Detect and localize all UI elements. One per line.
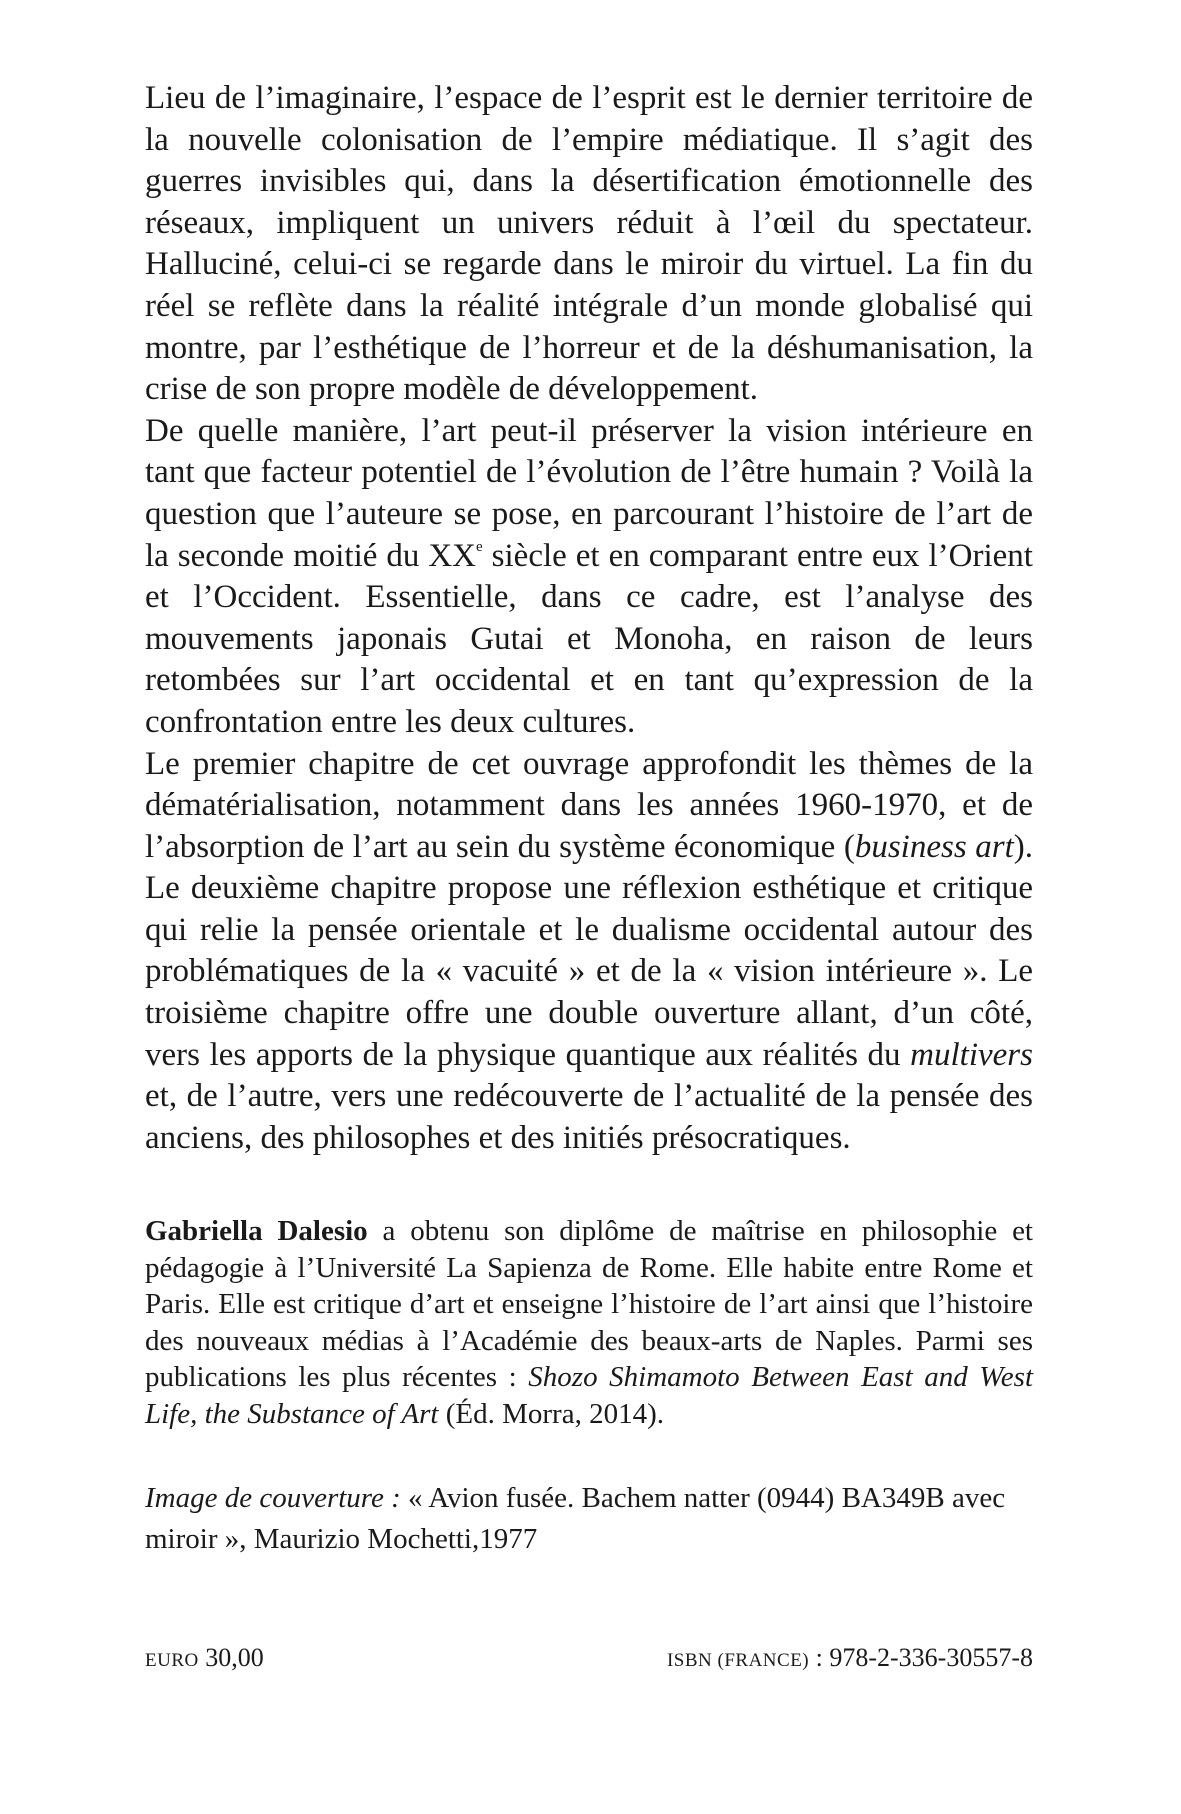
multivers-term: multivers <box>910 1036 1033 1073</box>
summary-paragraph-1 <box>145 78 1033 411</box>
back-cover-text <box>145 78 1033 1559</box>
summary-paragraph-3-text-b: ). Le deuxième chapitre propose une réflexion esthétique et critique qui relie la pensée orientale et le dualisme occidental autour des problématiques de la « vacuité » et de la « vision intérieure ». Le troisième chapitre offre une double ouverture allant, d’un côté, vers les apports de la physique quantique aux réalités du <box>145 828 1033 1073</box>
isbn-label: ISBN (FRANCE) <box>666 1650 810 1671</box>
summary-paragraph-3-text-c: et, de l’autre, vers une redécouverte de l’actualité de la pensée des anciens, des philosophes et des initiés présocratiques. <box>145 1078 1033 1156</box>
publication-info: (Éd. Morra, 2014). <box>438 1397 664 1430</box>
price-label: EURO <box>145 1650 199 1671</box>
isbn-value: : 978-2-336-30557-8 <box>809 1643 1033 1672</box>
summary-paragraph-3-text-a: Le premier chapitre de cet ouvrage approfondit les thèmes de la dématérialisation, notamment dans les années 1960-1970, et de l’absorption de l’art au sein du système économique ( <box>145 745 1033 865</box>
isbn <box>667 1642 1033 1677</box>
summary-paragraph-3 <box>145 744 1033 1160</box>
publication-title: Shozo Shimamoto Between East and West Life, the Substance of Art <box>145 1361 1034 1430</box>
summary-paragraph-2-text-a: De quelle manière, l’art peut-il préserver la vision intérieure en tant que facteur potentiel de l’évolution de l’être humain ? Voilà la question que l’auteure se pose, en parcourant l’histoire de l’art de la seconde moitié du XX <box>145 412 1033 574</box>
summary-paragraph-2-text-b: siècle et en comparant entre eux l’Orient et l’Occident. Essentielle, dans ce cadre, est l’analyse des mouvements japonais Gutai et Monoha, en raison de leurs retombées sur l’art occidental et en tant qu’expression de la confrontation entre les deux cultures. <box>145 537 1033 740</box>
price-value: 30,00 <box>198 1643 264 1672</box>
cover-credit-description: « Avion fusée. Bachem natter (0944) BA349B avec miroir », Maurizio Mochetti,1977 <box>145 1482 1006 1555</box>
back-cover-footer <box>145 1642 1033 1677</box>
author-bio-text: a obtenu son diplôme de maîtrise en philosophie et pédagogie à l’Université La Sapienza de Rome. Elle habite entre Rome et Paris. Elle est critique d’art et enseigne l’histoire de l’art ainsi que l’histoire des nouveaux médias à l’Académie des beaux-arts de Naples. Parmi ses publications les plus récentes : <box>145 1215 1033 1394</box>
author-name: Gabriella Dalesio <box>145 1215 368 1248</box>
summary-paragraph-1-text: Lieu de l’imaginaire, l’espace de l’esprit est le dernier territoire de la nouvelle colonisation de l’empire médiatique. Il s’agit des guerres invisibles qui, dans la désertification émotionnelle des réseaux, impliquent un univers réduit à l’œil du spectateur. Halluciné, celui-ci se regarde dans le miroir du virtuel. La fin du réel se reflète dans la réalité intégrale d’un monde globalisé qui montre, par l’esthétique de l’horreur et de la déshumanisation, la crise de son propre modèle de développement. <box>145 80 1033 408</box>
cover-credit-label: Image de couverture : <box>145 1482 401 1515</box>
century-superscript: e <box>476 538 483 555</box>
business-art-term: business art <box>854 828 1014 865</box>
cover-credit <box>145 1478 1033 1559</box>
author-bio <box>145 1213 1033 1432</box>
price <box>145 1642 264 1677</box>
summary-paragraph-2 <box>145 411 1033 744</box>
